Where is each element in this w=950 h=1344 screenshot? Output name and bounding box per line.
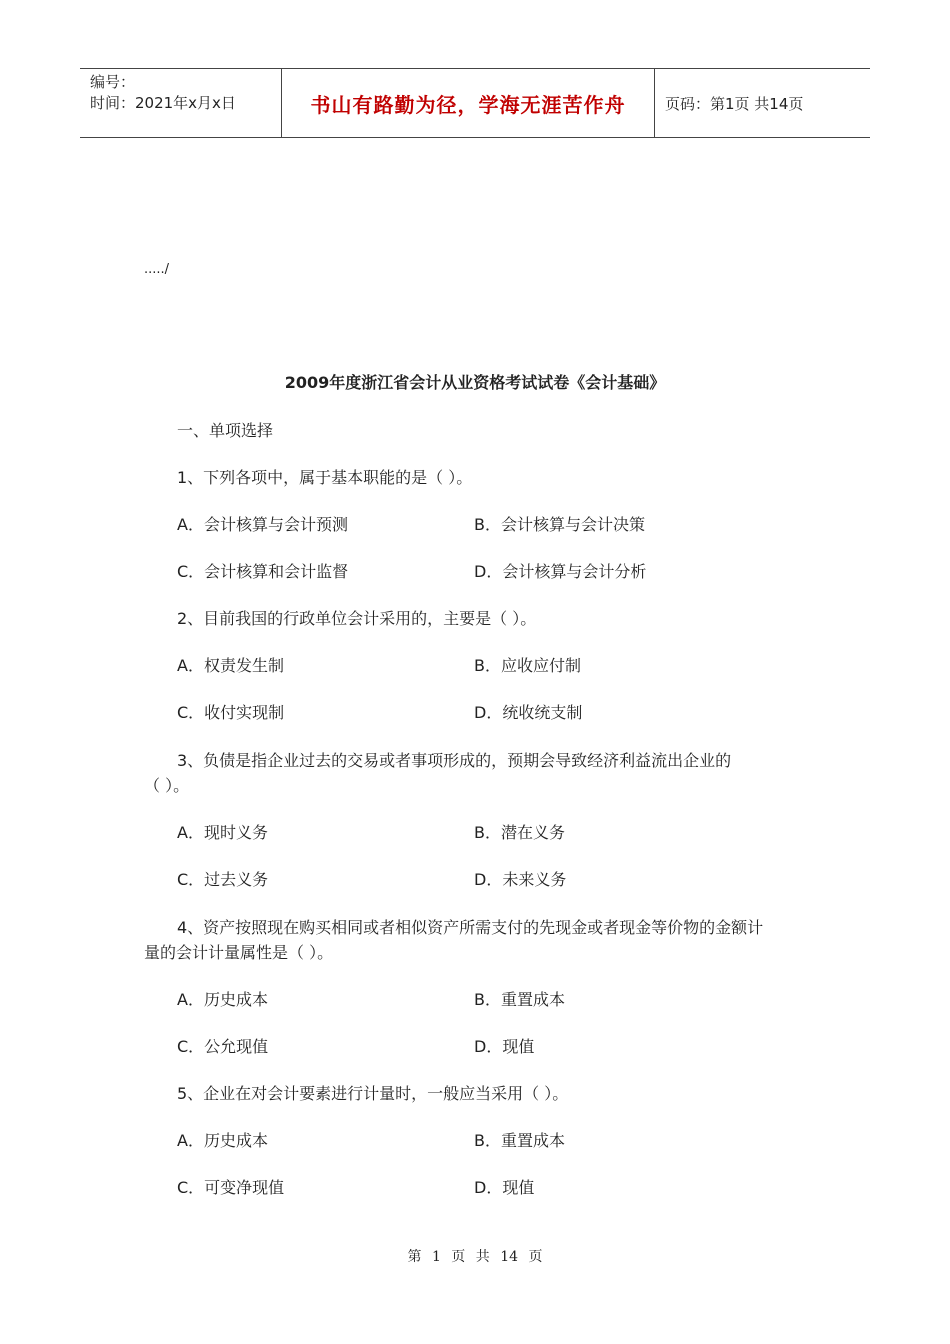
document-title: 2009年度浙江省会计从业资格考试试卷《会计基础》	[284, 373, 666, 392]
motto: 书山有路勤为径，学海无涯苦作舟	[310, 92, 626, 117]
option-b: B．重置成本	[474, 1131, 565, 1150]
question-stem: 4、资产按照现在购买相同或者相似资产所需支付的先现金或者现金等价物的金额计	[177, 918, 764, 937]
header-page-cell	[655, 69, 870, 137]
page-footer: 第 1 页 共 14 页	[407, 1249, 543, 1265]
page-header	[80, 68, 870, 138]
option-a: A．现时义务	[177, 823, 268, 842]
question-stem-continued: 量的会计计量属性是（ ）。	[144, 943, 334, 962]
number-label: 编号：	[90, 73, 136, 91]
option-c: C．收付实现制	[177, 703, 285, 722]
question-stem: 3、负债是指企业过去的交易或者事项形成的，预期会导致经济利益流出企业的	[177, 751, 732, 770]
header-motto-cell	[281, 69, 655, 137]
option-d: D．统收统支制	[474, 703, 583, 722]
question-stem: 2、目前我国的行政单位会计采用的，主要是（ ）。	[177, 609, 537, 628]
option-b: B．会计核算与会计决策	[474, 515, 645, 534]
page-code: 页码：第1页 共14页	[665, 94, 804, 113]
option-c: C．过去义务	[177, 870, 269, 889]
option-a: A．历史成本	[177, 990, 268, 1009]
option-d: D．会计核算与会计分析	[474, 562, 647, 581]
dots-mark: ...../	[144, 262, 170, 277]
option-d: D．未来义务	[474, 870, 567, 889]
option-c: C．可变净现值	[177, 1178, 285, 1197]
option-d: D．现值	[474, 1178, 535, 1197]
option-a: A．权责发生制	[177, 656, 284, 675]
option-c: C．会计核算和会计监督	[177, 562, 349, 581]
option-a: A．会计核算与会计预测	[177, 515, 348, 534]
option-a: A．历史成本	[177, 1131, 268, 1150]
question-stem: 5、企业在对会计要素进行计量时，一般应当采用（ ）。	[177, 1084, 569, 1103]
option-b: B．重置成本	[474, 990, 565, 1009]
time-label: 时间：2021年x月x日	[90, 94, 236, 112]
header-info-cell	[80, 69, 281, 137]
question-stem: 1、下列各项中，属于基本职能的是（ ）。	[177, 468, 473, 487]
option-b: B．应收应付制	[474, 656, 581, 675]
option-c: C．公允现值	[177, 1037, 269, 1056]
section-heading: 一、单项选择	[177, 421, 274, 440]
option-d: D．现值	[474, 1037, 535, 1056]
option-b: B．潜在义务	[474, 823, 565, 842]
question-stem-continued: （ ）。	[144, 776, 190, 795]
